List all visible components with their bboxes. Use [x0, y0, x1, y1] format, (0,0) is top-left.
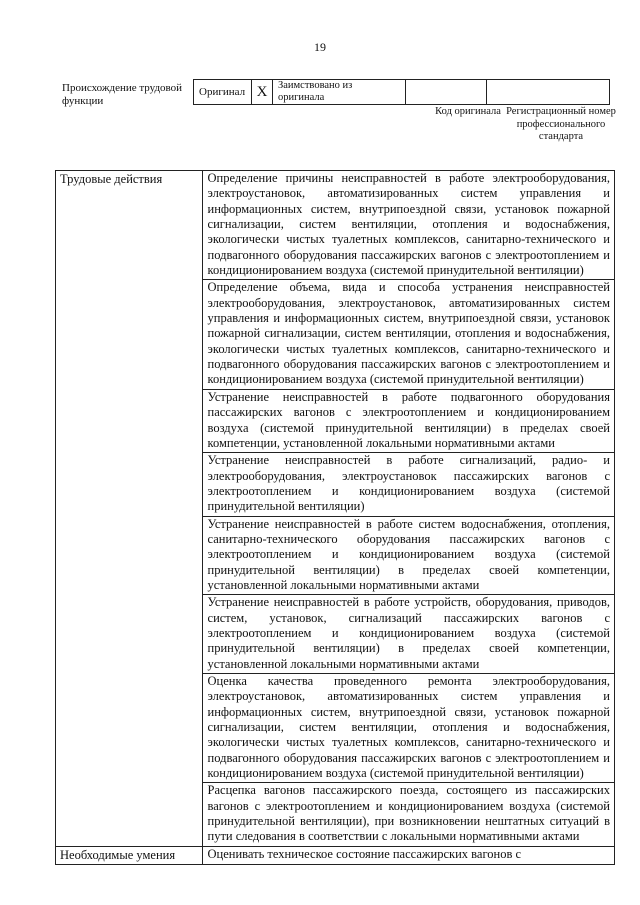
list-item: Расцепка вагонов пассажирского поезда, состоящего из пассажирских вагонов с электроотоплением и кондиционированием воздуха (системой принудительной вентиляции), при возникновении нештатных ситуаций в пути следования в соответствии с локальными нормативными актами [203, 782, 614, 845]
list-item: Устранение неисправностей в работе сигнализаций, радио- и электрооборудования, электроустановок пассажирских вагонов с электроотоплением и кондиционированием воздуха (системой принудительной вентиляции) [203, 452, 614, 515]
list-item: Определение объема, вида и способа устранения неисправностей электрооборудования, электроустановок, автоматизированных систем управления и информационных систем, внутрипоездной связи, установок пожарной сигнализации, систем вентиляции, отопления и водоснабжения, экологически чистых туалетных комплексов, санитарно-технического и подвагонного оборудования пассажирских вагонов с электроотоплением и кондиционированием воздуха (системой принудительной вентиляции) [203, 279, 614, 388]
list-item: Устранение неисправностей в работе устройств, оборудования, приводов, систем, установок, сигнализаций пассажирских вагонов с электроотоплением и кондиционированием воздуха (системой принудительной вентиляции) в пределах своей компетенции, установленной локальными нормативными актами [203, 594, 614, 673]
row-label: Трудовые действия [56, 171, 203, 847]
table-row [56, 171, 615, 847]
list-item: Устранение неисправностей в работе подвагонного оборудования пассажирских вагонов с электроотоплением и кондиционированием воздуха (системой принудительной вентиляции) в пределах своей компетенции, установленной локальными нормативными актами [203, 389, 614, 452]
reg-number-cell [487, 80, 610, 105]
reg-number-label: Регистрационный номер профессионального стандарта [506, 106, 616, 142]
row-content [202, 846, 614, 864]
origin-table [193, 79, 610, 105]
list-item: Оценивать техническое состояние пассажирских вагонов с [207, 846, 522, 861]
code-cell [406, 80, 487, 105]
page-number: 19 [314, 40, 326, 54]
origin-label: Происхождение трудовой функции [62, 82, 183, 107]
original-label: Оригинал [194, 80, 252, 105]
functions-table [55, 170, 615, 865]
code-label: Код оригинала [435, 106, 501, 117]
borrowed-label: Заимствовано из оригинала [273, 80, 406, 105]
row-content [202, 171, 614, 847]
list-item: Оценка качества проведенного ремонта электрооборудования, электроустановок, автоматизированных систем управления и информационных систем, внутрипоездной связи, установок пожарной сигнализации, систем вентиляции, отопления и водоснабжения, экологически чистых туалетных комплексов, санитарно-технического и подвагонного оборудования пассажирских вагонов с электроотоплением и кондиционированием воздуха (системой принудительной вентиляции) [203, 673, 614, 782]
list-item: Устранение неисправностей в работе систем водоснабжения, отопления, санитарно-технического оборудования пассажирских вагонов с электроотоплением и кондиционированием воздуха (системой принудительной вентиляции) в пределах своей компетенции, установленной локальными нормативными актами [203, 516, 614, 595]
table-row [56, 846, 615, 864]
original-mark: X [252, 80, 273, 105]
list-item: Определение причины неисправностей в работе электрооборудования, электроустановок, автоматизированных систем управления и информационных систем, внутрипоездной связи, установок пожарной сигнализации, систем вентиляции, отопления и водоснабжения, экологически чистых туалетных комплексов, санитарно-технического и подвагонного оборудования пассажирских вагонов с электроотоплением и кондиционированием воздуха (системой принудительной вентиляции) [207, 171, 610, 278]
row-label: Необходимые умения [56, 846, 203, 864]
